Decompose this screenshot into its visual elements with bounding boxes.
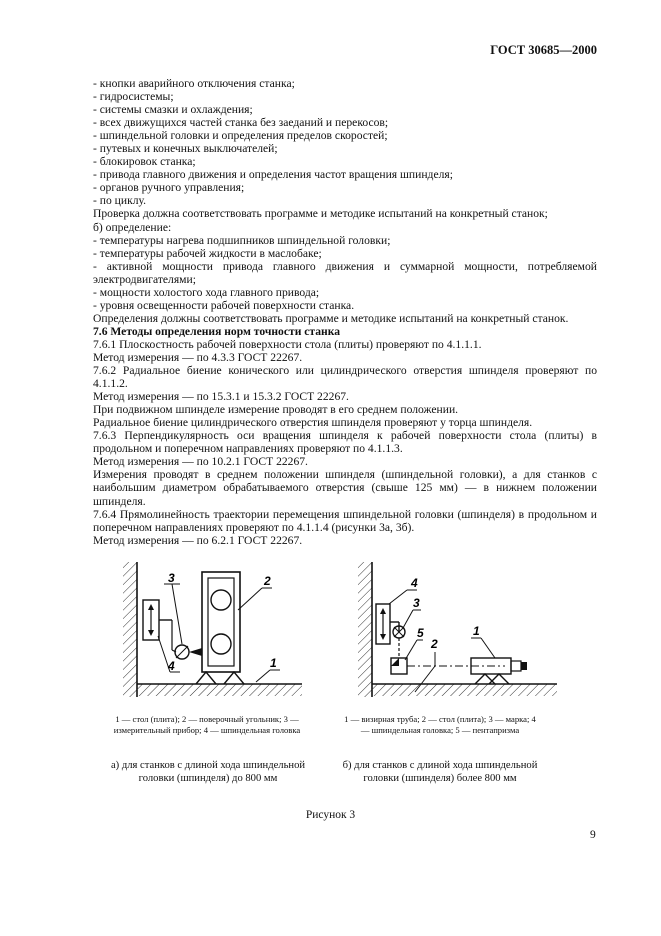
text-line: - шпиндельной головки и определения пределов скоростей;	[93, 129, 388, 143]
text-line: - уровня освещенности рабочей поверхности станка.	[93, 298, 355, 312]
text-line: Метод измерения — по 4.3.3 ГОСТ 22267.	[93, 350, 303, 364]
figure-3a-caption: 1 — стол (плита); 2 — поверочный угольник; 3 — измерительный прибор; 4 — шпиндельная головка	[113, 714, 301, 735]
text-line: - мощности холостого хода главного привода;	[93, 285, 320, 299]
fig-b-label-3: 3	[413, 596, 420, 610]
text-line: 7.6.3 Перпендикулярность оси вращения шпинделя к рабочей поверхности стола (плиты) в продольном и поперечном направлениях проверяют по 4.1.1.3.	[93, 429, 597, 456]
text-line: Радиальное биение цилиндрического отверстия шпинделя проверяют у торца шпинделя.	[93, 416, 533, 430]
fig-a-label-2: 2	[264, 574, 271, 588]
figure-3b	[355, 562, 565, 712]
fig-a-label-4: 4	[168, 659, 175, 673]
text-line: - температуры рабочей жидкости в маслобаке;	[93, 246, 322, 260]
text-line: - органов ручного управления;	[93, 181, 245, 195]
body-text	[80, 77, 597, 547]
text-line: - кнопки аварийного отключения станка;	[93, 77, 295, 90]
text-line: - активной мощности привода главного движения и суммарной мощности, потребляемой электродвигателями;	[93, 259, 597, 286]
text-line: - блокировок станка;	[93, 155, 196, 169]
text-line: - привода главного движения и определения частот вращения шпинделя;	[93, 168, 453, 182]
text-line: При подвижном шпинделе измерение проводят в его среднем положении.	[93, 403, 459, 417]
text-line: Метод измерения — по 6.2.1 ГОСТ 22267.	[93, 533, 303, 547]
figure-title: Рисунок 3	[305, 809, 356, 821]
fig-b-label-2: 2	[431, 637, 438, 651]
text-line: 7.6.2 Радиальное биение конического или цилиндрического отверстия шпинделя проверяют по 4.1.1.2.	[93, 364, 597, 391]
text-line: Измерения проводят в среднем положении шпинделя (шпиндельной головки), а для станков с наибольшим диаметром обрабатываемого отверстия (свыше 125 мм) — в нижнем положении шпинделя.	[93, 468, 597, 508]
figure-3b-subcaption: б) для станков с длиной хода шпиндельной головки (шпинделя) более 800 мм	[342, 760, 538, 784]
figure-3b-caption: 1 — визирная труба; 2 — стол (плита); 3 — марка; 4 — шпиндельная головка; 5 — пентапризма	[344, 714, 536, 735]
text-line: - по циклу.	[93, 194, 147, 208]
fig-b-label-1: 1	[473, 624, 480, 638]
text-line: Метод измерения — по 15.3.1 и 15.3.2 ГОСТ 22267.	[93, 390, 349, 404]
standard-code-header: ГОСТ 30685—2000	[490, 43, 597, 57]
fig-a-label-3: 3	[168, 571, 175, 585]
text-line: Определения должны соответствовать программе и методике испытаний на конкретный станок.	[93, 311, 569, 325]
text-line: - системы смазки и охлаждения;	[93, 103, 253, 117]
fig-a-label-1: 1	[270, 656, 277, 670]
text-line: - гидросистемы;	[93, 90, 174, 104]
text-line: - всех движущихся частей станка без заеданий и перекосов;	[93, 116, 389, 130]
page-number: 9	[590, 829, 596, 841]
text-line: Метод измерения — по 10.2.1 ГОСТ 22267.	[93, 455, 308, 469]
text-line: б) определение:	[93, 220, 172, 234]
figure-3a	[120, 562, 305, 712]
text-line: 7.6.1 Плоскостность рабочей поверхности стола (плиты) проверяют по 4.1.1.1.	[93, 337, 482, 351]
text-line: - путевых и конечных выключателей;	[93, 142, 278, 156]
fig-b-label-4: 4	[411, 576, 418, 590]
text-line: Проверка должна соответствовать программе и методике испытаний на конкретный станок;	[93, 207, 548, 221]
section-heading: 7.6 Методы определения норм точности станка	[93, 324, 341, 338]
text-line: - температуры нагрева подшипников шпиндельной головки;	[93, 233, 391, 247]
figure-3a-subcaption: а) для станков с длиной хода шпиндельной головки (шпинделя) до 800 мм	[110, 760, 306, 784]
text-line: 7.6.4 Прямолинейность траектории перемещения шпиндельной головки (шпинделя) в продольном и поперечном направлениях проверяют по 4.1.1.4 (рисунки 3а, 3б).	[93, 507, 597, 534]
fig-b-label-5: 5	[417, 626, 424, 640]
